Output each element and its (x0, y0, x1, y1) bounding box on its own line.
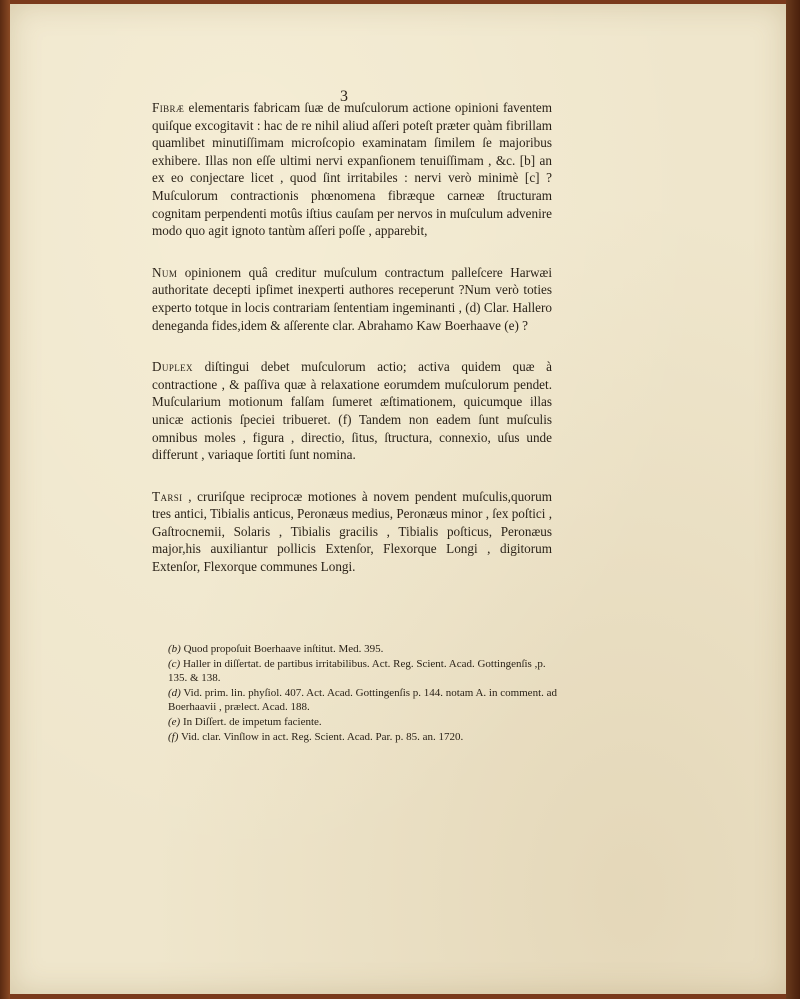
paragraph-text: opinionem quâ creditur muſculum contractum palleſcere Harwæi authoritate decepti ipſimet inexperti authores receperunt ?Num verò toties experto totque in locis contrariam ſententiam ingeminanti , (d) Clar. Hallero denegandа fides,idem & aſſerente clar. Abrahamo Kaw Boerhaave (e) ? (152, 264, 553, 333)
paragraph-text: , cruriſque reciprocæ motiones à novem pendent muſculis,quorum tres antici, Tibialis anticus, Peronæus medius, Peronæus minor , ſex poſtici , Gaſtrocnemii, Solaris , Tibialis gracilis , Tibialis poſticus, Peronæus major,his auxiliantur pollicis Extenſor, Flexorque Longi , digitorum Extenſor, Flexorque communes Longi. (152, 488, 553, 575)
footnote-mark: (d) (168, 686, 181, 699)
footnote-text: Quod propoſuit Boerhaave inſtitut. Med. 395. (183, 643, 384, 655)
footnote-mark: (e) (168, 715, 181, 728)
footnote-mark: (c) (168, 657, 181, 670)
footnote-b (168, 642, 563, 657)
paragraph-tarsi (152, 488, 552, 576)
paragraph-lead: Fibræ (152, 100, 185, 115)
paragraph-lead: Tarsi (152, 488, 183, 504)
footnote-mark: (b) (168, 643, 181, 655)
paragraph-fibrae (152, 99, 552, 240)
paragraph-num (152, 264, 552, 334)
paragraph-duplex (152, 358, 552, 464)
paragraph-text: diſtingui debet muſculorum actio; activa quidem quæ à contractione , & paſſiva quæ à relaxatione eorumdem muſculorum pendet. Muſcularium motionum falſam ſumeret æſtimationem, quicumque illas unicæ actionis ſpeciei tribueret. (f) Tandem non eadem ſunt muſculis omnibus moles , figura , directio, ſitus, ſtructura, connexio, uſus unde differunt , variaque ſortiti ſunt nomina. (152, 359, 553, 463)
paragraph-lead: Num (152, 264, 178, 280)
book-page (10, 4, 786, 994)
paragraph-text: elementaris fabricam ſuæ de muſculorum actione opinioni faventem quiſque excogitavit : hac de re nihil aliud aſſeri poteſt præter quàm fibrillam quamlibet minutiſſimam microſcopio examinatam ſimilem ſe majoribus exhibere. Illas non eſſe ultimi nervi expanſionem tenuiſſimam , &c. [b] an ex eo conjectare licet , quod ſint irritabiles : nervi verò minimè [c] ? Muſculorum contractionis phœnomena fibræque carneæ ſtructuram cognitam perpendenti motûs iſtius cauſam per nervos in muſculum advenire modo quo agit ignoto tantùm aſſeri poſſe , apparebit, (152, 100, 552, 239)
footnote-text: Vid. clar. Vinſlow in act. Reg. Scient. Acad. Par. p. 85. an. 1720. (180, 730, 464, 743)
footnote-d (168, 686, 563, 715)
book-binding-right (786, 0, 800, 999)
book-binding-left (0, 0, 10, 999)
footnote-c (168, 657, 563, 686)
footnote-text: Vid. prim. lin. phyſiol. 407. Act. Acad. Gottingenſis p. 144. notam A. in comment. ad Boerhaavii , prælect. Acad. 188. (168, 686, 558, 714)
footnote-text: Haller in diſſertat. de partibus irritabilibus. Act. Reg. Scient. Acad. Gottingenſis ,p. 135. & 138. (168, 657, 546, 685)
footnote-text: In Diſſert. de impetum faciente. (182, 715, 322, 728)
footnote-e (168, 715, 563, 730)
main-text (152, 99, 552, 600)
footnotes (168, 642, 563, 744)
paragraph-lead: Duplex (152, 359, 193, 375)
page-number: 3 (340, 88, 348, 105)
footnote-f (168, 730, 563, 745)
footnote-mark: (f) (168, 730, 179, 743)
